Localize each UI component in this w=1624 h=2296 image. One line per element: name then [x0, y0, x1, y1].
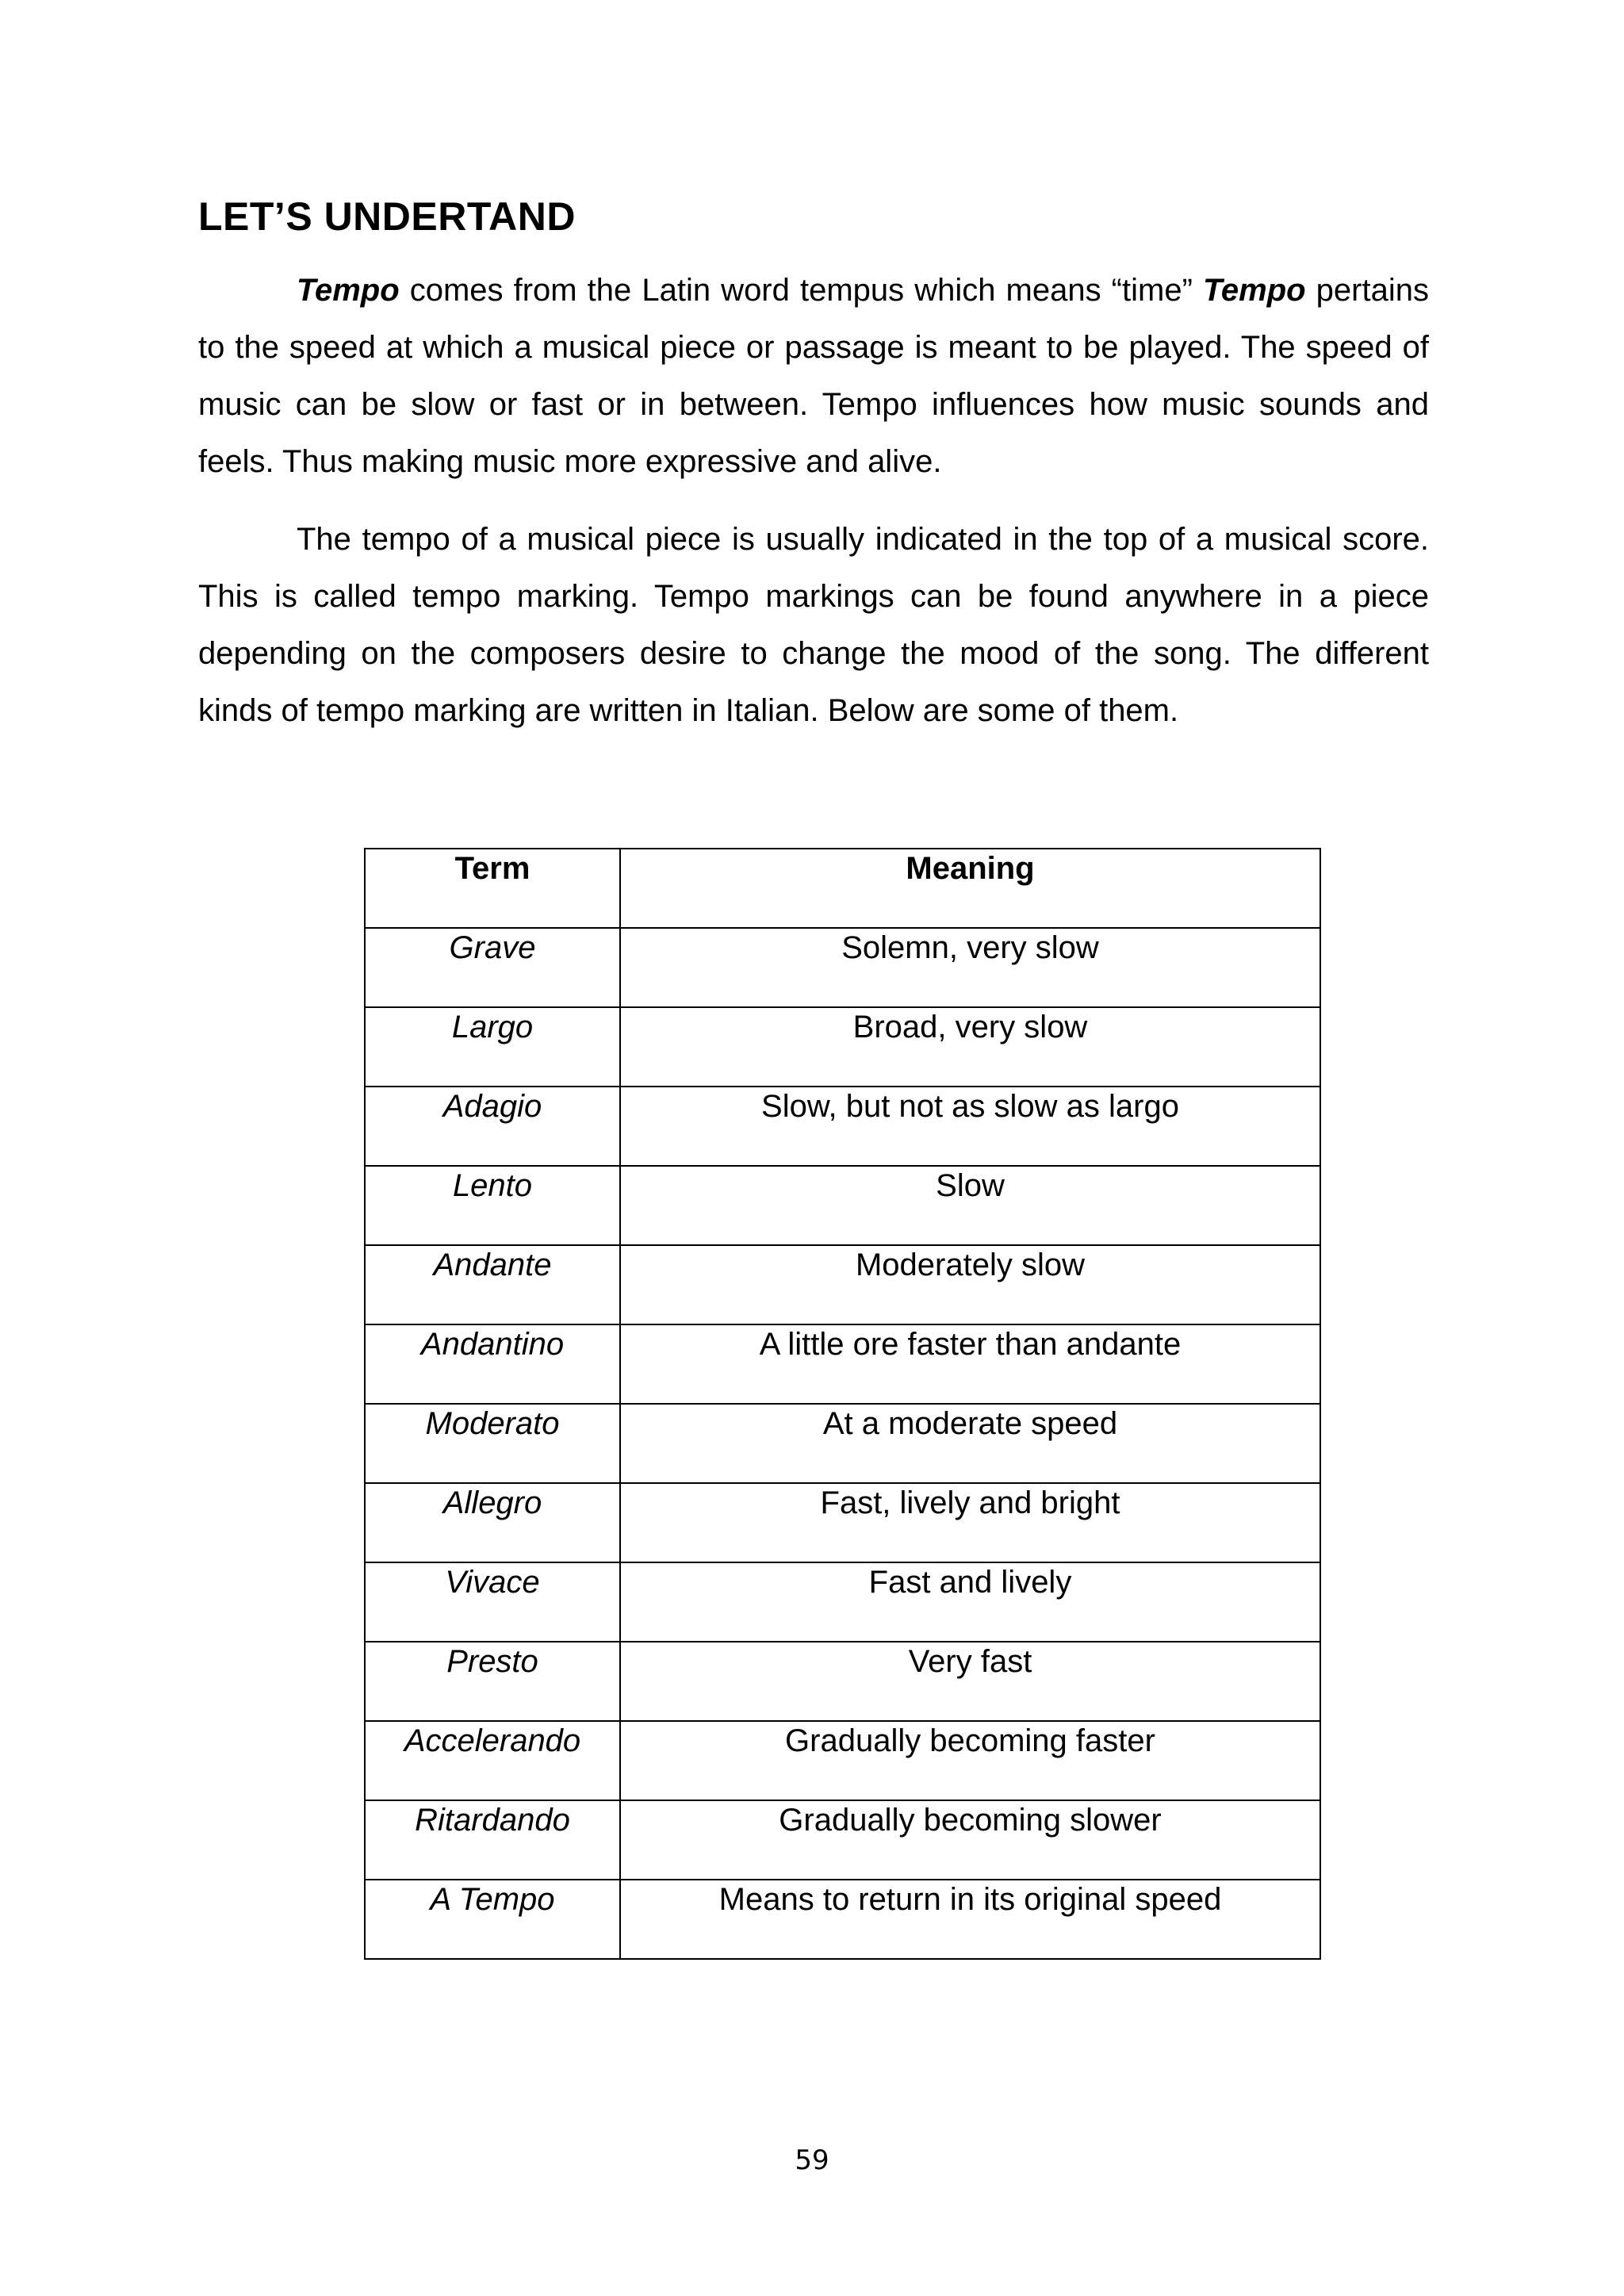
- meaning-cell: Slow, but not as slow as largo: [620, 1087, 1320, 1166]
- keyword-tempo: Tempo: [1202, 273, 1306, 308]
- term-cell: Grave: [365, 928, 620, 1007]
- table-row: [365, 1721, 1320, 1800]
- term-cell: Ritardando: [365, 1800, 620, 1880]
- meaning-cell: Gradually becoming slower: [620, 1800, 1320, 1880]
- term-cell: Vivace: [365, 1562, 620, 1642]
- paragraph-text: pertains to the speed at which a musical piece or passage is meant to be played. The speed of music can be slow or fast or in between. Tempo influences how music sounds and feels. Thus making music more expressive and alive.: [198, 273, 1429, 479]
- page-number: 59: [795, 2145, 829, 2176]
- meaning-cell: Slow: [620, 1166, 1320, 1245]
- term-cell: Allegro: [365, 1483, 620, 1562]
- table-row: [365, 1087, 1320, 1166]
- meaning-cell: Fast and lively: [620, 1562, 1320, 1642]
- term-cell: Presto: [365, 1642, 620, 1721]
- table-row: [365, 1166, 1320, 1245]
- column-header-meaning: Meaning: [620, 849, 1320, 928]
- table-row: [365, 1007, 1320, 1087]
- table-row: [365, 1880, 1320, 1959]
- term-cell: Adagio: [365, 1087, 620, 1166]
- column-header-term: Term: [365, 849, 620, 928]
- meaning-cell: Fast, lively and bright: [620, 1483, 1320, 1562]
- term-cell: Andante: [365, 1245, 620, 1324]
- meaning-cell: At a moderate speed: [620, 1404, 1320, 1483]
- meaning-cell: Gradually becoming faster: [620, 1721, 1320, 1800]
- table-row: [365, 1245, 1320, 1324]
- term-cell: Accelerando: [365, 1721, 620, 1800]
- table-row: [365, 1483, 1320, 1562]
- tempo-marking-paragraph: The tempo of a musical piece is usually indicated in the top of a musical score. This is called tempo marking. Tempo markings can be found anywhere in a piece depending on the composers desire to change the mood of the song. The different kinds of tempo marking are written in Italian. Below are some of them.: [198, 522, 1429, 728]
- table-row: [365, 1642, 1320, 1721]
- table-header-row: [365, 849, 1320, 928]
- meaning-cell: Broad, very slow: [620, 1007, 1320, 1087]
- meaning-cell: A little ore faster than andante: [620, 1324, 1320, 1404]
- meaning-cell: Means to return in its original speed: [620, 1880, 1320, 1959]
- intro-paragraph: [198, 262, 1429, 490]
- table-row: [365, 1800, 1320, 1880]
- term-cell: Moderato: [365, 1404, 620, 1483]
- term-cell: A Tempo: [365, 1880, 620, 1959]
- section-heading: LET’S UNDERTAND: [198, 194, 576, 239]
- tempo-terms-table: [364, 848, 1321, 1960]
- term-cell: Lento: [365, 1166, 620, 1245]
- term-cell: Andantino: [365, 1324, 620, 1404]
- meaning-cell: Very fast: [620, 1642, 1320, 1721]
- table-row: [365, 1324, 1320, 1404]
- table-row: [365, 1404, 1320, 1483]
- paragraph-text: comes from the Latin word tempus which means “time”: [399, 273, 1203, 308]
- table-row: [365, 1562, 1320, 1642]
- keyword-tempo: Tempo: [297, 273, 400, 308]
- meaning-cell: Moderately slow: [620, 1245, 1320, 1324]
- meaning-cell: Solemn, very slow: [620, 928, 1320, 1007]
- term-cell: Largo: [365, 1007, 620, 1087]
- table-row: [365, 928, 1320, 1007]
